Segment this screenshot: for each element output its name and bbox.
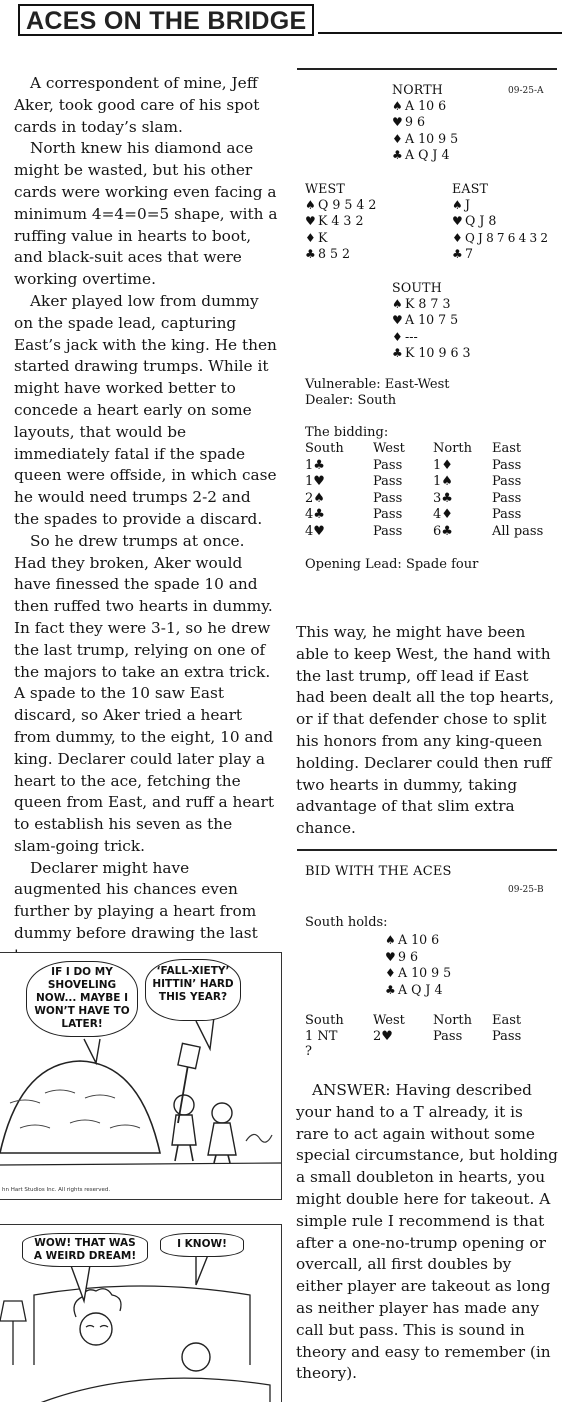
- article-paragraph: Declarer might have augmented his chances even further by playing a heart from dummy before drawing the last: [14, 858, 258, 943]
- bid-cell: Pass: [492, 507, 522, 522]
- east-hand: [452, 181, 562, 263]
- bidding-row: [305, 524, 561, 541]
- bidding-header-row: [305, 441, 561, 458]
- north-diamonds: A 10 9 5: [405, 130, 459, 146]
- article-left-column: [14, 73, 278, 967]
- woman-head: [212, 1103, 232, 1123]
- south-spades: K 8 7 3: [405, 295, 451, 311]
- auction-question: ?: [305, 1044, 312, 1059]
- heart-icon: ♥: [392, 115, 403, 129]
- bid-cell: Pass: [373, 507, 403, 522]
- heart-icon: ♥: [305, 214, 316, 228]
- spade-icon: ♠: [392, 98, 403, 113]
- bed-blanket: [40, 1378, 270, 1402]
- cartoon-copyright: hn Hart Studios Inc. All rights reserved.: [2, 1187, 111, 1193]
- deal-code: 09-25-A: [508, 86, 544, 96]
- bid-cell: 1♦: [433, 457, 453, 473]
- auction-header: East: [492, 1013, 522, 1028]
- club-icon: ♣: [392, 346, 403, 360]
- north-label: NORTH: [392, 82, 443, 97]
- bid-section-rule: [297, 849, 557, 851]
- auction-cell: 1 NT: [305, 1029, 338, 1044]
- spade-icon: ♠: [305, 197, 316, 212]
- bid-cell: 4♣: [305, 507, 325, 522]
- south-hand: [392, 280, 512, 362]
- spade-icon: ♠: [392, 296, 403, 311]
- man-head: [182, 1343, 210, 1371]
- woman-body: [208, 1123, 236, 1155]
- bid-cell: Pass: [373, 457, 403, 473]
- woman-head: [80, 1313, 112, 1345]
- article-paragraph: Aker played low from dummy on the spade lead, capturing East’s jack with the king. He then started drawing trumps. While it might have worked better to concede a heart early on some layouts, that would be immediately fatal if the spade queen were offside, in which case he would need trumps 2-2 and the spades to provide a discard.: [14, 291, 277, 528]
- vulnerability: Vulnerable: East-West: [305, 377, 450, 392]
- bidding-header: North: [433, 441, 473, 456]
- auction-cell: Pass: [492, 1029, 522, 1044]
- bid-section-code: 09-25-B: [508, 885, 544, 895]
- column-title: ACES ON THE BRIDGE: [26, 7, 307, 35]
- man-leg: [190, 1145, 193, 1161]
- ground-line: [0, 1163, 282, 1165]
- man-head: [174, 1095, 194, 1115]
- east-spades: J: [465, 196, 471, 212]
- man-leg: [175, 1145, 178, 1161]
- holding-diamonds: A 10 9 5: [398, 965, 452, 980]
- cartoon-one-bubble-left: IF I DO MY SHOVELING NOW... MAYBE I WON’T HAVE TO LATER!: [26, 961, 138, 1037]
- dealer: Dealer: South: [305, 392, 397, 408]
- leaf-pile-shape: [0, 1061, 160, 1153]
- auction-header: North: [433, 1013, 473, 1028]
- article-paragraph: This way, he might have been able to keep West, the hand with the last trump, off lead if East had been dealt all the top hearts, or if that defender chose to split his honors from any king-queen holding. Declarer could then ruff two hearts in dummy, taking advantage of that slim extra chance.: [296, 623, 554, 838]
- north-hearts: 9 6: [405, 114, 426, 129]
- bed-headboard: [34, 1286, 250, 1365]
- auction-header: West: [373, 1013, 405, 1028]
- cartoon-two-bubble-left: WOW! THAT WAS A WEIRD DREAM!: [22, 1233, 148, 1267]
- header-rule: [318, 32, 562, 34]
- answer-paragraph: [296, 1080, 558, 1385]
- west-hearts: K 4 3 2: [318, 213, 364, 228]
- bubble-tail-left: [84, 1039, 100, 1063]
- bid-cell: 2♠: [305, 490, 325, 506]
- bidding-header: South: [305, 441, 344, 456]
- artist-signature-mark: [246, 1134, 272, 1142]
- bidding-header: East: [492, 441, 522, 456]
- bid-cell: Pass: [373, 523, 403, 539]
- bid-cell: Pass: [492, 457, 522, 473]
- auction-cell: Pass: [433, 1029, 463, 1044]
- west-diamonds: K: [318, 229, 328, 245]
- woman-leg: [214, 1155, 216, 1163]
- heart-icon: ♥: [452, 214, 463, 228]
- diamond-icon: ♦: [392, 329, 403, 344]
- answer-text: ANSWER: Having described your hand to a T already, it is rare to act again without some special circumstance, but holding a small doubleton in hearts, you might double here for takeout. A simple rule I recommend is that after a one-no-trump opening or overcall, all first doubles by either player are takeout as long as neither player has made any call but pass. This is sound in theory and easy to remember (in theory).: [296, 1081, 558, 1383]
- bidding-table: [305, 441, 561, 541]
- cartoon-panel-one: [0, 952, 282, 1200]
- cartoon-panel-two: [0, 1224, 282, 1402]
- bubble-tail-right: [196, 1255, 208, 1285]
- south-holding: [385, 932, 505, 998]
- holding-clubs: A Q J 4: [398, 981, 443, 997]
- spade-icon: ♠: [385, 933, 396, 947]
- west-hand: [305, 181, 435, 263]
- bid-cell: 4♥: [305, 523, 325, 539]
- south-holds-label: South holds:: [305, 915, 388, 930]
- bid-cell: 3♣: [433, 490, 453, 506]
- bid-cell: 6♣: [433, 523, 453, 539]
- bid-cell: 4♦: [433, 507, 453, 522]
- article-paragraph: North knew his diamond ace might be wasted, but his other cards were working even facing a minimum 4=4=0=5 shape, with a ruffing value in hearts to boot, and black-suit aces that were working overtime.: [14, 139, 278, 289]
- bidding-row: [305, 474, 561, 491]
- article-paragraph: So he drew trumps at once. Had they broken, Aker would have finessed the spade 10 and then ruffed two hearts in dummy. In fact they were 3-1, so he drew the last trump, relying on one of the majors to take an extra trick. A spade to the 10 saw East discard, so Aker tried a heart from dummy, to the eight, 10 and king. Declarer could later play a heart to the ace, fetching the queen from East, and ruff a heart to establish his seven as the slam-going trick.: [14, 531, 275, 855]
- bidding-row: [305, 491, 561, 508]
- article-right-column: [296, 622, 558, 840]
- south-label: SOUTH: [392, 280, 442, 295]
- club-icon: ♣: [385, 982, 396, 997]
- north-clubs: A Q J 4: [405, 147, 450, 162]
- diamond-icon: ♦: [392, 131, 403, 146]
- bid-cell: Pass: [373, 490, 403, 506]
- cartoon-one-bubble-right: ‘FALL-XIETY’ HITTIN’ HARD THIS YEAR?: [145, 959, 241, 1021]
- rake-head: [178, 1043, 200, 1068]
- north-spades: A 10 6: [405, 97, 447, 113]
- bidding-header: West: [373, 441, 405, 456]
- auction-cell: 2♥: [373, 1029, 393, 1044]
- north-hand: [392, 82, 512, 164]
- bid-section-title: BID WITH THE ACES: [305, 864, 452, 879]
- bidding-title: The bidding:: [305, 425, 389, 440]
- south-clubs: K 10 9 6 3: [405, 345, 471, 360]
- article-paragraph: A correspondent of mine, Jeff Aker, took good care of his spot cards in today’s slam.: [14, 74, 260, 136]
- bid-cell: All pass: [492, 523, 544, 539]
- holding-hearts: 9 6: [398, 948, 419, 964]
- east-hearts: Q J 8: [465, 213, 497, 228]
- deal-top-rule: [297, 68, 557, 70]
- auction-table: [305, 1013, 561, 1063]
- opening-lead: Opening Lead: Spade four: [305, 557, 479, 572]
- column-header: [0, 4, 562, 38]
- east-label: EAST: [452, 181, 489, 196]
- south-hearts: A 10 7 5: [405, 312, 459, 327]
- spade-icon: ♠: [452, 197, 463, 212]
- man-body: [172, 1115, 196, 1145]
- east-clubs: 7: [465, 246, 474, 261]
- diamond-icon: ♦: [385, 966, 396, 980]
- bid-cell: 1♥: [305, 474, 325, 489]
- bid-cell: Pass: [492, 474, 522, 489]
- bidding-row: [305, 507, 561, 524]
- diamond-icon: ♦: [452, 230, 463, 245]
- lamp-shade: [0, 1301, 26, 1321]
- woman-leg: [228, 1155, 230, 1163]
- auction-header: South: [305, 1013, 344, 1028]
- bidding-row: [305, 458, 561, 475]
- east-diamonds: Q J 8 7 6 4 3 2: [465, 230, 548, 245]
- west-clubs: 8 5 2: [318, 246, 351, 261]
- bid-cell: Pass: [492, 490, 522, 506]
- deal-conditions: [305, 377, 555, 408]
- south-diamonds: ---: [405, 328, 418, 344]
- club-icon: ♣: [452, 247, 463, 261]
- bubble-tail-right: [196, 1017, 214, 1049]
- bid-cell: 1♠: [433, 474, 453, 489]
- bid-cell: 1♣: [305, 457, 325, 473]
- holding-spades: A 10 6: [398, 932, 440, 947]
- diamond-icon: ♦: [305, 230, 316, 245]
- club-icon: ♣: [392, 148, 403, 162]
- west-label: WEST: [305, 181, 345, 196]
- cartoon-two-bubble-right: I KNOW!: [160, 1233, 244, 1257]
- heart-icon: ♥: [392, 313, 403, 327]
- bid-cell: Pass: [373, 474, 403, 489]
- club-icon: ♣: [305, 247, 316, 261]
- heart-icon: ♥: [385, 949, 396, 964]
- west-spades: Q 9 5 4 2: [318, 196, 377, 212]
